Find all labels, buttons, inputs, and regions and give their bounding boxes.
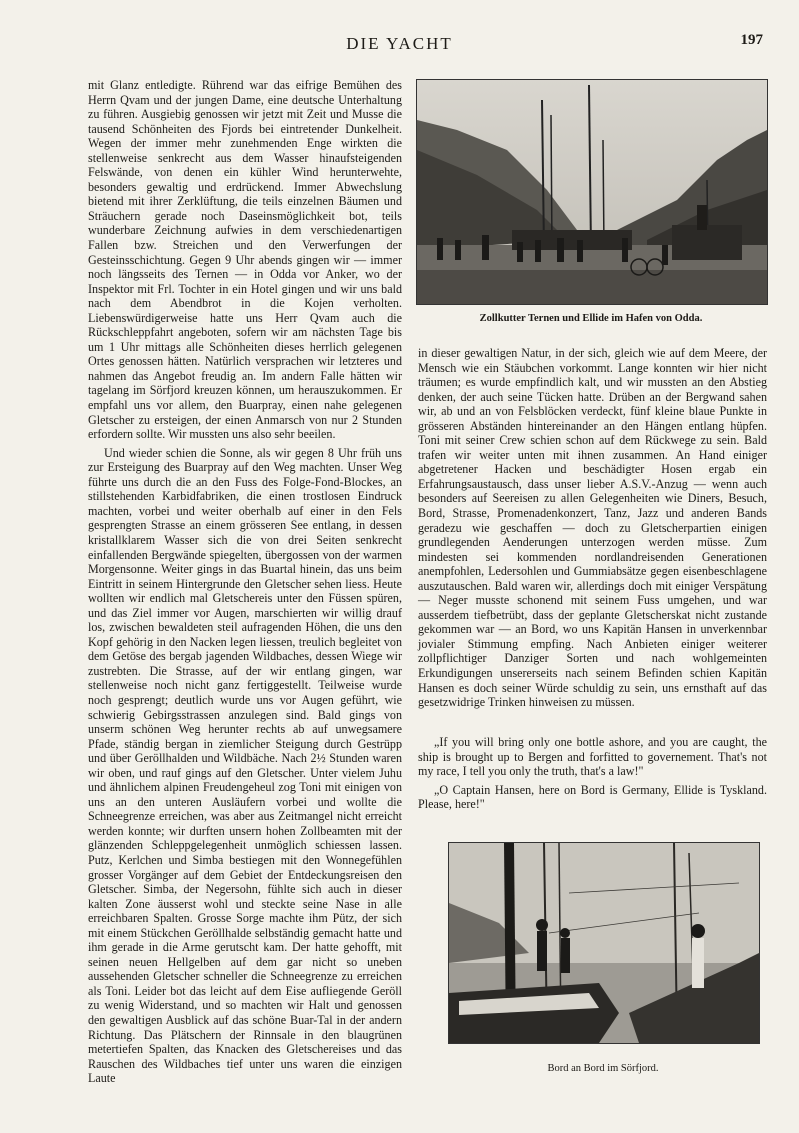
paragraph: in dieser gewaltigen Natur, in der sich, gleich wie auf dem Meere, der Mensch wie ein Stäubchen vorkommt. Lange konnten wir hier nicht träumen; es wurde empfindlich kalt, und wir mussten an den Abstieg denken, der auch seine Tücken hatte. Drüben an der Bergwand sahen wir, ab und an von Felsblöcken verdeckt, fünf kleine blaue Punkte in grösseren Abständen hintereinander an den Hängen entlang hüpfen. Toni mit seiner Crew schien schon auf dem Rückwege zu sein. Bald trafen wir weiter unten mit ihnen zusammen. An Hand einiger abgetretener Hacken und beschädigter Hosen ergab ein Erfahrungsaustausch, dass unser lieber A.S.V.-Anzug — wenn auch besonders auf Seereisen zu allen Gelegenheiten wie Diners, Besuch, Bord, Strasse, Promenadenkonzert, Tanz, Jazz und anderen Bands geradezu wie geschaffen — doch zu Gletscherpartien einigen grundlegenden Aenderungen unterzogen werden müsse. Zum mindesten sei kommenden nordlandreisenden Generationen anempfohlen, Ledersohlen und Gummiabsätze gegen eisenbeschlagene auszutauschen. Bald waren wir, allerdings doch mit einiger Verspätung — Neger musste schonend mit seinem Fuss umgehen, und war ausserdem tiefbetrübt, dass der geplante Gletscherskat nicht zustande gekommen war — an Bord, wo uns Kapitän Hansen in unverkennbar jovialer Stimmung empfing. Nach Anbieten einiger weiterer zollpflichtiger Danziger Sorten und nach wohlgemeinten Erkundigungen unsererseits nach seinem Befinden schien Kapitän Hansen es doch seiner Würde schuldig zu sein, uns ernsthaft auf das gesetzwidrige Trinken hinweisen zu müssen. [418, 346, 767, 710]
harbour-photo-image [417, 80, 767, 304]
photo-odda-harbour [416, 79, 768, 305]
paragraph: Und wieder schien die Sonne, als wir gegen 8 Uhr früh uns zur Ersteigung des Buarpray auf den Weg machten. Unser Weg führte uns durch die an den Fuss des Folge-Fond-Blockes, an stillstehenden Karbidfabriken, die einen trostlosen Eindruck machten, vorbei und weiter oberhalb auf einer in den Fels gesprengten Strasse an einem grösseren See entlang, in dessen kristallklarem Wasser sich die von drei Seiten senkrecht einfallenden Bergwände spiegelten, übergossen von der warmen Morgensonne. Weiter gings in das Buartal hinein, das uns beim Eintritt in seinem Hintergrunde den Gletscher sehen liess. Heute wollten wir endlich mal Gletschereis unter den Füssen spüren, und das Ziel immer vor Augen, marschierten wir willig drauf los, zwischen bewaldeten steil aufragenden Höhen, die uns den Kopf gehörig in den Nacken legen liessen, treulich begleitet von dem Getöse des bergab jagenden Wildbaches, dessen Wiege wir zustrebten. Die Strasse, auf der wir entlang gingen, war stellenweise noch nicht ganz fertiggestellt. Teilweise wurde noch gesprengt; deutlich wurde uns vor Augen geführt, wie schwierig Gebirgsstrassen anzulegen sind. Bald gings von unserm schönen Weg herunter rechts ab auf unwegsamere Pfade, ständig bergan in ziemlicher Steigung durch Gestrüpp und über Geröllhalden und Wildbäche. Nach 2½ Stunden waren wir oben, und rauf gings auf den Gletscher. Unter vielem Juhu und ähnlichem alpinen Freudengeheul zog Toni mit einigen von uns an den unteren Ausläufern vorbei und wollte die Schneegrenze erreichen, was aber aus Zeitmangel nicht erreicht werden konnte; wir durften unsern hohen Zollbeamten mit der glänzenden Schleppgelegenheit unmöglich schiessen lassen. Putz, Kerlchen und Simba bestiegen mit den Wonnegefühlen grosser Vorgänger auf dem Gebiet der Entdeckungsreisen den Gletscher. Simba, der Negersohn, fühlte sich auch in dieser kalten Zone äusserst wohl und steckte seine Nase in alle erreichbaren Spalten. Grosse Sorge machte ihm Pütz, der sich mit einem Stückchen Geröllhalde selbständig gemacht hatte und ihm gerade in die Arme gerutscht kam. Der hatte gehofft, mit seinen neuen Hellgelben auf dem gar nicht so uneben aussehenden Gletscher schneller die Schneegrenze zu erreichen als Toni. Leider bot das leicht auf dem Eise aufliegende Geröll zu wenig Widerstand, und so machten wir Halt und genossen den gewaltigen Ausblick auf das schöne Buar-Tal in der andern Richtung. Das Plätschern der Rinnsale in den blaugrünen metertiefen Spalten, das Knacken des Gletschereises und das Rauschen des Wildbaches tief unter uns waren die einzigen Laute [88, 445, 402, 1086]
page-number: 197 [740, 32, 763, 48]
paragraph: mit Glanz entledigte. Rührend war das eifrige Bemühen des Herrn Qvam und der jungen Dame, eine deutsche Unterhaltung zu führen. Ausgiebig genossen wir jetzt mit Zeit und Musse die tausend Schönheiten des Fjords bei eintretender Dunkelheit. Wegen der immer mehr zunehmenden Enge wirkten die stellenweise senkrecht aus dem Wasser hinaufsteigenden Felswände, von denen ein kühler Wind herunterwehte, besonders gewaltig und erdrückend. Immer Abwechslung bietend mit ihrer Zerklüftung, die teils einzelnen Bäumen und Sträuchern gerade noch Daseinsmöglichkeit bot, teils wunderbare Zeichnung aufwies in dem verschiedenartigen Fallen bzw. Streichen und den Verwerfungen der Gesteinsschichtung. Gegen 9 Uhr abends gingen wir — immer noch längsseits des Ternen — in Odda vor Anker, wo der Inspektor mit Frl. Tochter in ein Hotel gingen und wir uns bald nach dem Abendbrot in die Kojen verholten. Liebenswürdigerweise hatte uns Herr Qvam auch die Rückschleppfahrt angeboten, sofern wir am nächsten Tage bis um 1 Uhr mittags alle Schönheiten dieses herrlich gelegenen Ortes genossen hätten. Natürlich versprachen wir letzteres und nahmen das Angebot freudig an. Im andern Falle hätten wir tagelang im Sörfjord kreuzen können, um herauszukommen. Er empfahl uns vor allem, den Buarpray, einen nahe gelegenen Gletscher zu ersteigen, der einen Anmarsch von nur 2 Stunden erfordern sollte. Wir mussten uns also sehr beeilen. [88, 78, 402, 442]
photo-sorfjord-boats [448, 842, 760, 1044]
running-title: DIE YACHT [346, 34, 453, 53]
left-column [88, 78, 402, 1086]
figure-caption-2: Bord an Bord im Sörfjord. [547, 1063, 659, 1074]
figure-caption-1: Zollkutter Ternen und Ellide im Hafen von Odda. [479, 313, 703, 324]
right-column [418, 346, 767, 710]
boats-photo-image [449, 843, 759, 1043]
paragraph: „O Captain Hansen, here on Bord is Germany, Ellide is Tyskland. Please, here!" [418, 782, 767, 812]
right-column-quotes [418, 735, 767, 812]
paragraph: „If you will bring only one bottle ashore, and you are caught, the ship is brought up to Bergen and forfitted to governement. That's not my race, I tell you only the truth, that's a law!" [418, 735, 767, 779]
